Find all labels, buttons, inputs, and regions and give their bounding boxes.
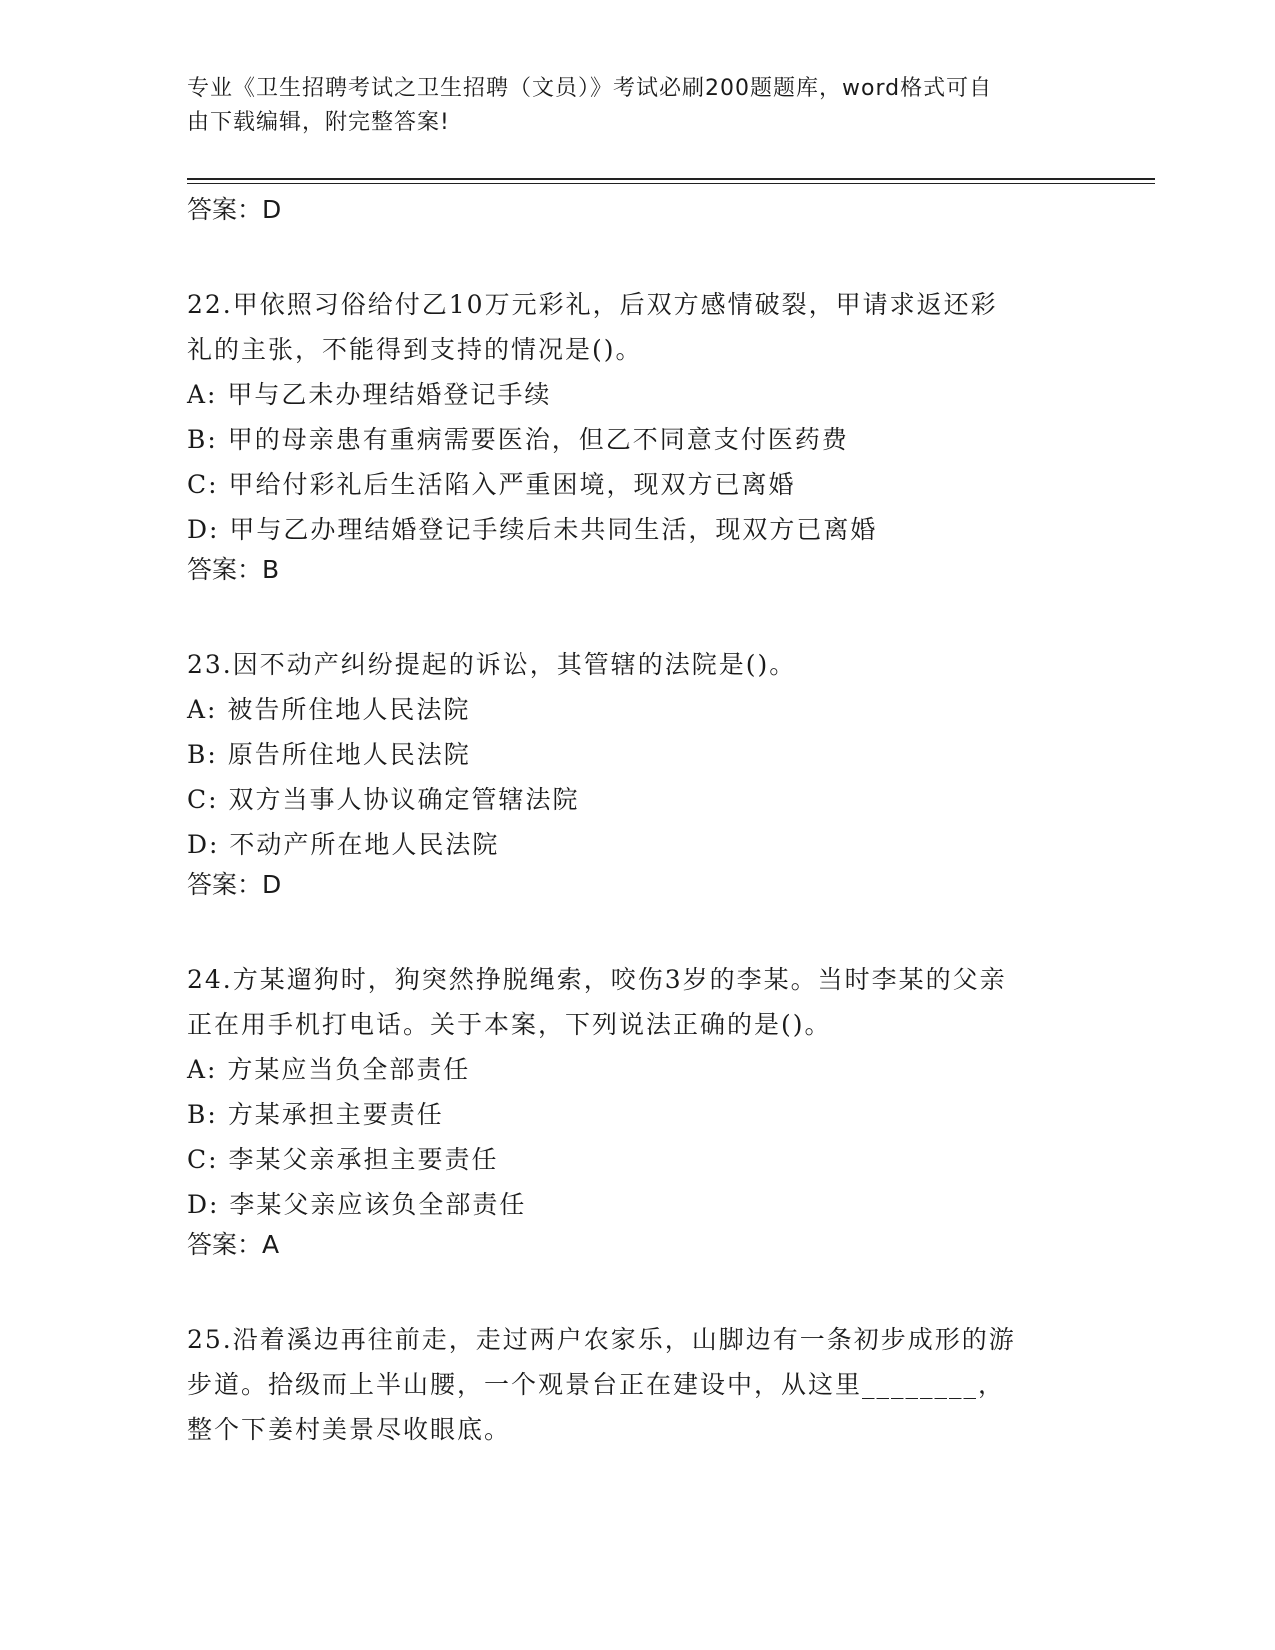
answer-option: D: 李某父亲应该负全部责任	[187, 1190, 527, 1219]
header-line-2: 由下载编辑，附完整答案!	[187, 110, 450, 135]
document-header	[187, 72, 1067, 140]
header-divider-thin	[187, 183, 1155, 184]
answer-option: C: 甲给付彩礼后生活陷入严重困境，现双方已离婚	[187, 470, 796, 499]
question-stem-line: 整个下姜村美景尽收眼底。	[187, 1415, 512, 1444]
answer-line: 答案：D	[187, 870, 282, 899]
answer-option: A: 方某应当负全部责任	[187, 1055, 471, 1084]
answer-option: B: 方某承担主要责任	[187, 1100, 444, 1129]
answer-option: D: 甲与乙办理结婚登记手续后未共同生活，现双方已离婚	[187, 515, 878, 544]
answer-option: A: 被告所住地人民法院	[187, 695, 471, 724]
answer-option: C: 双方当事人协议确定管辖法院	[187, 785, 580, 814]
question-stem	[187, 282, 1087, 372]
answer-option: B: 原告所住地人民法院	[187, 740, 471, 769]
question-block	[187, 1317, 1087, 1452]
answer-option: A: 甲与乙未办理结婚登记手续	[187, 380, 552, 409]
question-block	[187, 642, 1087, 903]
answer-option: C: 李某父亲承担主要责任	[187, 1145, 499, 1174]
answer-line: 答案：D	[187, 195, 282, 224]
header-divider-thick	[187, 178, 1155, 180]
question-stem-line: 23.因不动产纠纷提起的诉讼，其管辖的法院是()。	[187, 650, 797, 679]
question-block	[187, 282, 1087, 588]
question-stem	[187, 1317, 1087, 1452]
header-line-1: 专业《卫生招聘考试之卫生招聘（文员）》考试必刷200题题库，word格式可自	[187, 76, 993, 101]
question-stem-line: 25.沿着溪边再往前走，走过两户农家乐，山脚边有一条初步成形的游	[187, 1325, 1016, 1354]
answer-line: 答案：B	[187, 555, 280, 584]
answer-option: D: 不动产所在地人民法院	[187, 830, 500, 859]
answer-option: B: 甲的母亲患有重病需要医治，但乙不同意支付医药费	[187, 425, 849, 454]
answer-line: 答案：A	[187, 1230, 280, 1259]
question-stem	[187, 957, 1087, 1047]
question-stem-line: 正在用手机打电话。关于本案，下列说法正确的是()。	[187, 1010, 832, 1039]
question-stem-line: 礼的主张，不能得到支持的情况是()。	[187, 335, 643, 364]
question-list	[187, 192, 1087, 1506]
question-block	[187, 957, 1087, 1263]
question-stem-line: 22.甲依照习俗给付乙10万元彩礼，后双方感情破裂，甲请求返还彩	[187, 290, 998, 319]
question-stem-line: 24.方某遛狗时，狗突然挣脱绳索，咬伤3岁的李某。当时李某的父亲	[187, 965, 1007, 994]
question-stem	[187, 642, 1087, 687]
question-stem-line: 步道。拾级而上半山腰，一个观景台正在建设中，从这里________，	[187, 1370, 1006, 1399]
